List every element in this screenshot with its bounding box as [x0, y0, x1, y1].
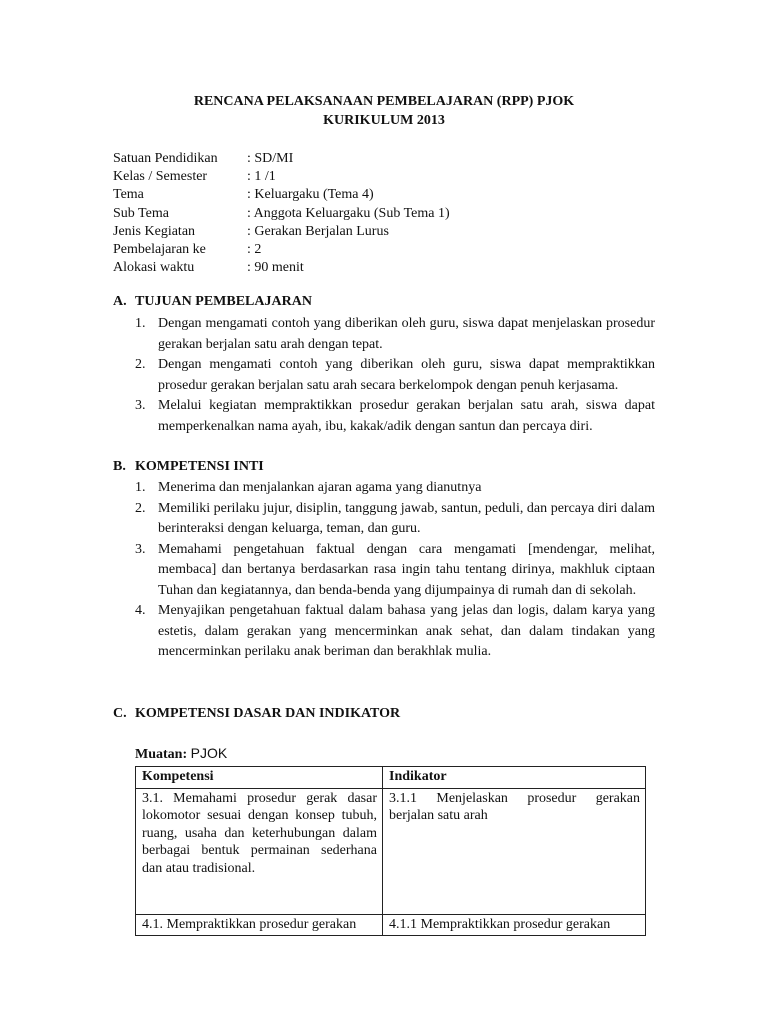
identity-label: Jenis Kegiatan [113, 223, 196, 239]
list-item [135, 396, 655, 437]
identity-label: Sub Tema [113, 205, 169, 221]
section-letter: B. [113, 459, 126, 474]
list-number: 3. [135, 398, 146, 413]
identity-label: Satuan Pendidikan [113, 151, 218, 166]
document-title: RENCANA PELAKSANAAN PEMBELAJARAN (RPP) PJOK [193, 94, 575, 109]
list-number: 4. [135, 603, 146, 618]
identity-value: : 90 menit [247, 260, 304, 276]
list-number: 2. [135, 500, 146, 516]
list-number: 1. [135, 480, 146, 495]
table-row [136, 788, 646, 914]
table-cell-kompetensi: 4.1. Mempraktikkan prosedur gerakan [136, 914, 383, 936]
table-header-row [136, 767, 646, 789]
list-item [135, 478, 655, 499]
list-item [135, 540, 655, 602]
list-item [135, 499, 655, 540]
list-number: 3. [135, 541, 146, 557]
table-cell-indikator: 4.1.1 Mempraktikkan prosedur gerakan [383, 914, 646, 936]
list-number: 2. [135, 357, 146, 372]
list-number: 1. [135, 316, 146, 331]
identity-value: : SD/MI [247, 151, 294, 166]
identity-value: : Anggota Keluargaku (Sub Tema 1) [247, 205, 450, 221]
list-text: Memiliki perilaku jujur, disiplin, tanggung jawab, santun, peduli, dan percaya diri dalam berinteraksi dengan keluarga, teman, dan guru. [158, 500, 655, 536]
table-cell-indikator: 3.1.1 Menjelaskan prosedur gerakan berjalan satu arah [383, 788, 646, 914]
section-letter: C. [113, 706, 127, 721]
list-text: Dengan mengamati contoh yang diberikan oleh guru, siswa dapat mempraktikkan prosedur gerakan berjalan satu arah secara berkelompok dengan penuh kerjasama. [158, 357, 655, 393]
identity-value: : 2 [247, 241, 262, 257]
list-item [135, 314, 655, 355]
table-cell-kompetensi: 3.1. Memahami prosedur gerak dasar lokomotor sesuai dengan konsep tubuh, ruang, usaha dan keterhubungan dalam berbagai bentuk permainan sederhana dan atau tradisional. [136, 788, 383, 914]
identity-value: : Keluargaku (Tema 4) [247, 187, 374, 203]
section-title: TUJUAN PEMBELAJARAN [135, 294, 312, 309]
muatan-line [135, 744, 227, 764]
muatan-value: PJOK [190, 745, 228, 761]
section-a-heading [113, 293, 312, 311]
section-c-heading [113, 705, 400, 723]
identity-value: : Gerakan Berjalan Lurus [247, 223, 389, 239]
table-row [136, 914, 646, 936]
table-header-kompetensi: Kompetensi [136, 767, 383, 789]
section-title: KOMPETENSI DASAR DAN INDIKATOR [135, 706, 401, 721]
document-subtitle: KURIKULUM 2013 [323, 113, 445, 128]
section-b-list [135, 478, 655, 663]
list-item [135, 601, 655, 663]
muatan-label: Muatan: [135, 747, 188, 762]
list-text: Dengan mengamati contoh yang diberikan oleh guru, siswa dapat menjelaskan prosedur gerakan berjalan satu arah dengan tepat. [158, 316, 655, 352]
list-item [135, 355, 655, 396]
competency-table [135, 766, 646, 936]
table-header-indikator: Indikator [383, 767, 646, 789]
identity-label: Pembelajaran ke [113, 241, 206, 257]
list-text: Menyajikan pengetahuan faktual dalam bahasa yang jelas dan logis, dalam karya yang estetis, dalam gerakan yang mencerminkan anak sehat, dan dalam tindakan yang mencerminkan perilaku anak beriman dan berakhlak mulia. [158, 603, 655, 659]
identity-label: Kelas / Semester [113, 169, 208, 185]
list-text: Memahami pengetahuan faktual dengan cara mengamati [mendengar, melihat, membaca] dan bertanya berdasarkan rasa ingin tahu tentang dirinya, makhluk ciptaan Tuhan dan kegiatannya, dan benda-benda yang dijumpainya di rumah dan di sekolah. [158, 541, 655, 598]
section-a-list [135, 314, 655, 437]
section-b-heading [113, 458, 264, 476]
section-title: KOMPETENSI INTI [135, 459, 264, 474]
identity-label: Alokasi waktu [113, 260, 195, 276]
list-text: Menerima dan menjalankan ajaran agama yang dianutnya [158, 480, 482, 495]
identity-value: : 1 /1 [247, 169, 276, 185]
identity-label: Tema [113, 187, 144, 203]
section-letter: A. [113, 294, 127, 309]
list-text: Melalui kegiatan mempraktikkan prosedur gerakan berjalan satu arah, siswa dapat memperkenalkan nama ayah, ibu, kakak/adik dengan santun dan percaya diri. [158, 398, 655, 434]
